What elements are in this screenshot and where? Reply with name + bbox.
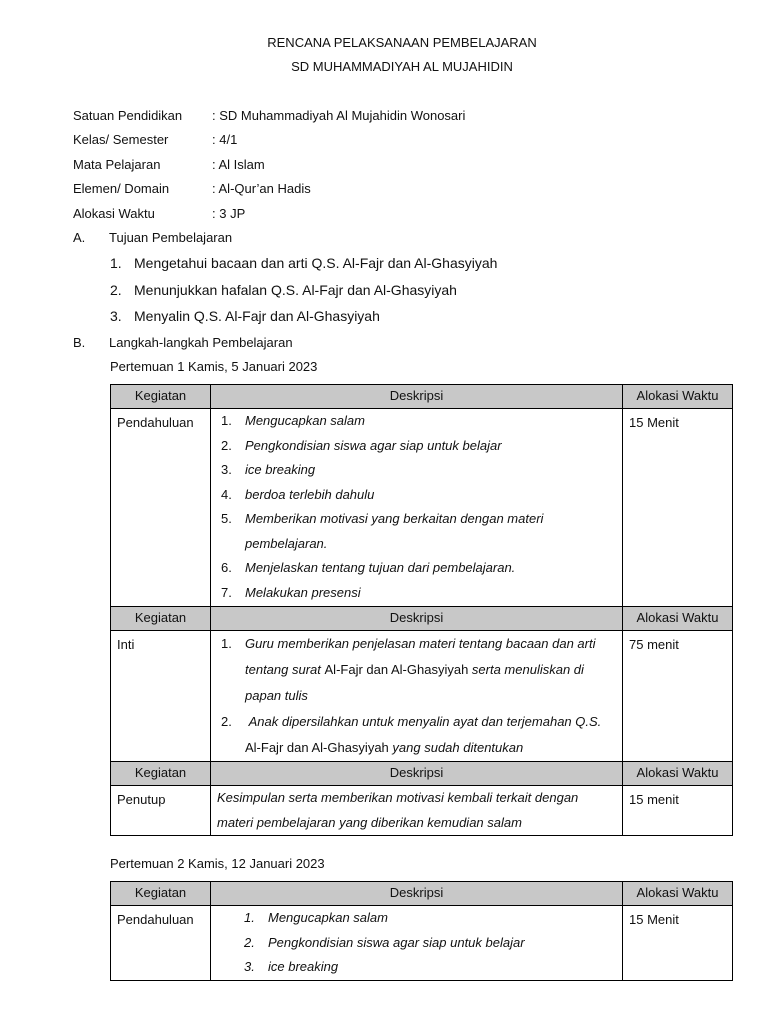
step-number: 5. xyxy=(221,511,232,526)
header-alokasi: Alokasi Waktu xyxy=(623,607,733,631)
meeting-2-title: Pertemuan 2 Kamis, 12 Januari 2023 xyxy=(110,856,325,871)
step-number: 6. xyxy=(221,560,232,575)
document-title: RENCANA PELAKSANAAN PEMBELAJARAN xyxy=(267,35,537,50)
info-value: : 3 JP xyxy=(212,206,246,221)
section-title: Tujuan Pembelajaran xyxy=(109,230,233,245)
step-number: 2. xyxy=(221,437,232,453)
kegiatan-cell: Pendahuluan xyxy=(117,415,194,430)
step-text: berdoa terlebih dahulu xyxy=(245,486,375,502)
list-item xyxy=(211,657,622,683)
table-row xyxy=(111,409,733,607)
step-text: Pengkondisian siswa agar siap untuk belajar xyxy=(245,437,502,453)
list-item xyxy=(211,683,622,709)
surah-names: Al-Fajr dan Al-Ghasyiyah xyxy=(245,740,389,755)
list-item xyxy=(211,483,622,508)
table-row xyxy=(111,786,733,836)
list-item xyxy=(211,906,622,931)
step-text: Memberikan motivasi yang berkaitan dengan materi xyxy=(245,511,544,526)
step-text: pembelajaran. xyxy=(245,535,328,551)
info-label: Satuan Pendidikan xyxy=(73,108,183,123)
goal-text: Mengetahui bacaan dan arti Q.S. Al-Fajr dan Al-Ghasyiyah xyxy=(134,255,498,271)
table-header-row xyxy=(111,882,733,906)
step-text: Menjelaskan tentang tujuan dari pembelajaran. xyxy=(245,560,516,575)
alokasi-cell: 15 menit xyxy=(629,792,679,807)
list-item xyxy=(211,955,622,980)
step-number: 1. xyxy=(221,636,232,651)
step-text: tentang surat xyxy=(245,662,321,677)
header-alokasi: Alokasi Waktu xyxy=(623,882,733,906)
header-deskripsi: Deskripsi xyxy=(211,882,623,906)
pendahuluan-steps xyxy=(211,906,622,980)
list-item xyxy=(211,507,622,532)
list-item xyxy=(211,434,622,459)
penutup-line: materi pembelajaran yang diberikan kemudian salam xyxy=(217,814,522,830)
step-text: Anak dipersilahkan untuk menyalin ayat dan terjemahan Q.S. xyxy=(248,714,602,729)
step-text: Guru memberikan penjelasan materi tentang bacaan dan arti xyxy=(245,636,596,651)
list-item xyxy=(211,409,622,434)
meeting-1-title: Pertemuan 1 Kamis, 5 Januari 2023 xyxy=(110,359,318,374)
school-name: SD MUHAMMADIYAH AL MUJAHIDIN xyxy=(291,59,513,74)
section-letter: A. xyxy=(73,230,86,245)
list-item xyxy=(211,631,622,657)
step-number: 1. xyxy=(244,910,255,925)
info-value: : SD Muhammadiyah Al Mujahidin Wonosari xyxy=(212,108,466,123)
list-item xyxy=(211,931,622,956)
section-title: Langkah-langkah Pembelajaran xyxy=(109,335,293,350)
info-label: Alokasi Waktu xyxy=(73,206,155,221)
goal-text: Menyalin Q.S. Al-Fajr dan Al-Ghasyiyah xyxy=(134,308,380,324)
header-deskripsi: Deskripsi xyxy=(211,607,623,631)
step-text: Mengucapkan salam xyxy=(245,413,365,428)
alokasi-cell: 15 Menit xyxy=(629,912,679,927)
table-row xyxy=(111,631,733,762)
step-text: ice breaking xyxy=(268,959,339,974)
info-value: : 4/1 xyxy=(212,132,238,147)
step-number: 2. xyxy=(221,714,232,729)
info-label: Kelas/ Semester xyxy=(73,132,169,147)
surah-names: Al-Fajr dan Al-Ghasyiyah xyxy=(324,662,469,677)
alokasi-cell: 75 menit xyxy=(629,637,679,652)
step-text: Melakukan presensi xyxy=(245,584,361,600)
step-text: Pengkondisian siswa agar siap untuk belajar xyxy=(268,934,525,950)
step-text: serta menuliskan di xyxy=(471,662,584,677)
list-item xyxy=(211,735,622,761)
header-alokasi: Alokasi Waktu xyxy=(623,762,733,786)
info-label: Mata Pelajaran xyxy=(73,157,161,172)
header-kegiatan: Kegiatan xyxy=(111,762,211,786)
list-item xyxy=(211,581,622,606)
table-header-row xyxy=(111,385,733,409)
table-row xyxy=(111,906,733,981)
section-letter: B. xyxy=(73,335,86,350)
step-number: 3. xyxy=(244,959,255,974)
step-number: 7. xyxy=(221,584,232,600)
step-text: ice breaking xyxy=(245,462,316,477)
list-item xyxy=(211,556,622,581)
step-number: 3. xyxy=(221,462,232,477)
goal-text: Menunjukkan hafalan Q.S. Al-Fajr dan Al-Ghasyiyah xyxy=(134,282,457,298)
header-deskripsi: Deskripsi xyxy=(211,762,623,786)
header-kegiatan: Kegiatan xyxy=(111,607,211,631)
goal-number: 2. xyxy=(110,282,122,298)
header-alokasi: Alokasi Waktu xyxy=(623,385,733,409)
kegiatan-cell: Inti xyxy=(117,637,135,652)
table-header-row xyxy=(111,762,733,786)
step-number: 4. xyxy=(221,486,232,502)
meeting-2-table xyxy=(110,881,733,981)
step-text: papan tulis xyxy=(245,688,308,703)
list-item xyxy=(211,458,622,483)
meeting-1-table xyxy=(110,384,733,836)
alokasi-cell: 15 Menit xyxy=(629,415,679,430)
step-text: yang sudah ditentukan xyxy=(392,740,524,755)
penutup-line: Kesimpulan serta memberikan motivasi kembali terkait dengan xyxy=(217,790,579,805)
goal-number: 1. xyxy=(110,255,122,271)
table-header-row xyxy=(111,607,733,631)
header-kegiatan: Kegiatan xyxy=(111,882,211,906)
step-number: 1. xyxy=(221,413,232,428)
kegiatan-cell: Pendahuluan xyxy=(117,912,194,927)
header-deskripsi: Deskripsi xyxy=(211,385,623,409)
kegiatan-cell: Penutup xyxy=(117,792,166,807)
goal-number: 3. xyxy=(110,308,122,324)
info-label: Elemen/ Domain xyxy=(73,181,170,196)
info-value: : Al Islam xyxy=(212,157,265,172)
list-item xyxy=(211,709,622,735)
step-text: Mengucapkan salam xyxy=(268,910,388,925)
inti-steps xyxy=(211,631,622,761)
pendahuluan-steps xyxy=(211,409,622,605)
step-number: 2. xyxy=(244,934,255,950)
info-value: : Al-Qur’an Hadis xyxy=(212,181,311,196)
header-kegiatan: Kegiatan xyxy=(111,385,211,409)
list-item xyxy=(211,532,622,557)
